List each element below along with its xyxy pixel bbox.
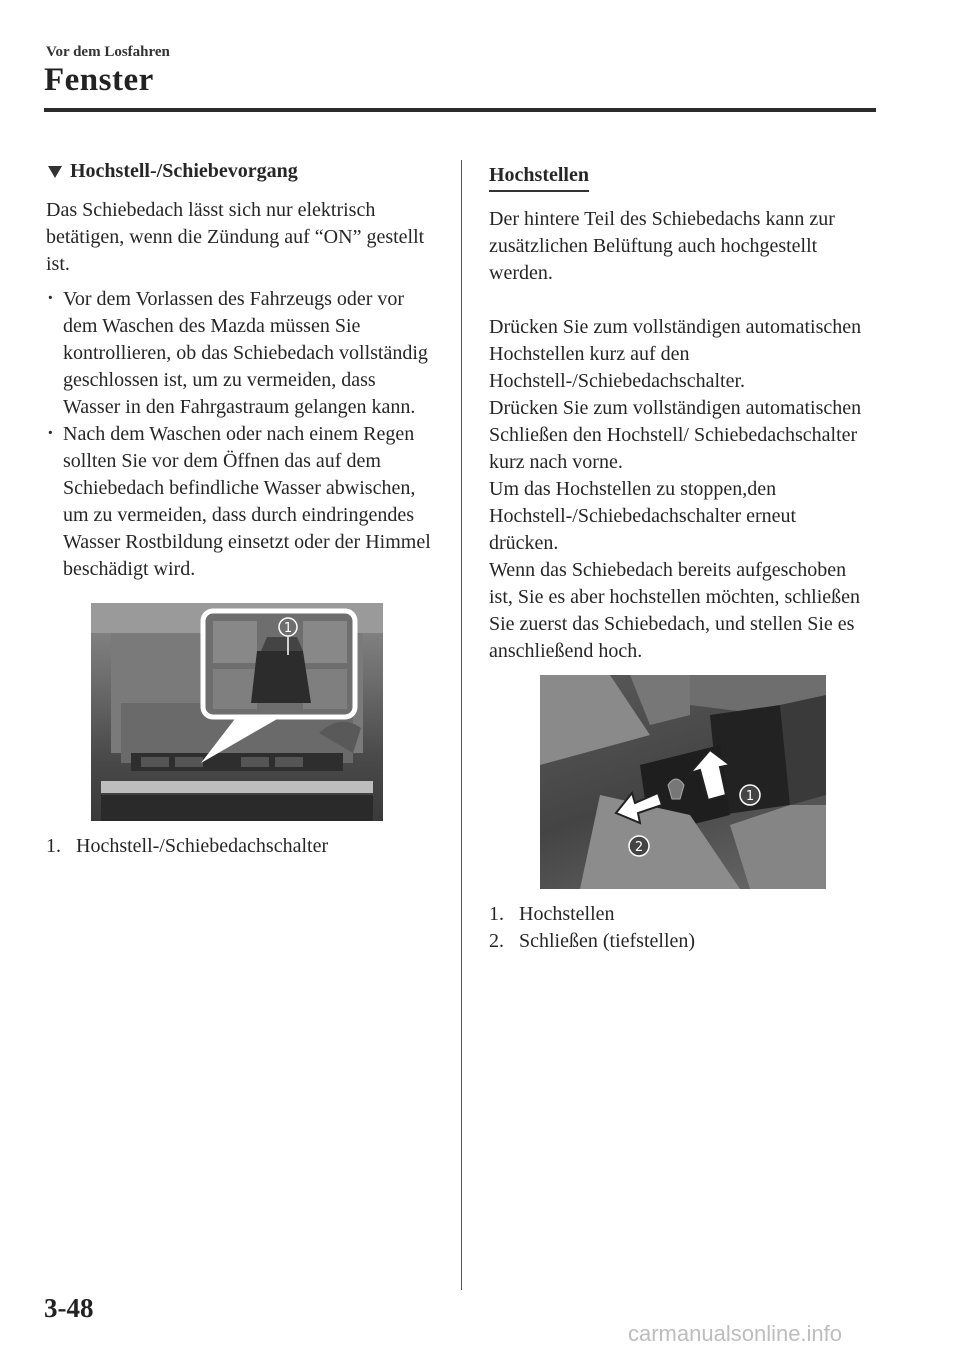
paragraph: Drücken Sie zum vollständigen automatischen Hochstellen kurz auf den Hochstell-/Schiebedachschalter. [489,316,862,392]
caption-text: Hochstellen [519,903,615,925]
paragraph: Wenn das Schiebedach bereits aufgeschoben ist, Sie es aber hochstellen möchten, schließen Sie zuerst das Schiebedach, und stellen Sie es anschließend hoch. [489,559,861,662]
caption-item [489,901,869,928]
figure-caption-list [489,901,869,955]
figure-callout-1: 1 [283,621,293,636]
caption-text: Hochstell-/Schiebedachschalter [76,835,329,857]
tilt-operation-figure [540,675,826,889]
right-column [489,158,869,955]
figure-caption-list [46,833,431,860]
intro-paragraph: Das Schiebedach lässt sich nur elektrisch betätigen, wenn die Zündung auf “ON” gestellt ist. [46,199,425,275]
paragraph: Drücken Sie zum vollständigen automatischen Schließen den Hochstell/ Schiebedachschalter kurz nach vorne. [489,397,862,473]
bullet-item: · Nach dem Waschen oder nach einem Regen sollten Sie vor dem Öffnen das auf dem Schiebedach befindliche Wasser abwischen, um zu vermeiden, dass durch eindringendes Wasser Rostbildung einsetzt oder der Himmel beschädigt wird. [46,421,431,583]
sub-heading: Hochstellen [489,162,589,192]
column-divider [461,160,462,1290]
caption-number: 2. [489,930,504,952]
sunroof-switch-figure [91,603,383,821]
paragraph: Um das Hochstellen zu stoppen,den Hochstell-/Schiebedachschalter erneut drücken. [489,478,797,554]
page-number: 3-48 [44,1293,94,1323]
watermark: carmanualsonline.info [628,1321,843,1346]
breadcrumb: Vor dem Losfahren [46,44,170,60]
section-heading [46,158,431,185]
caption-number: 1. [46,835,61,857]
caption-item [489,928,869,955]
bullet-list [46,286,431,583]
section-heading-text: Hochstell-/Schiebevorgang [70,160,298,182]
page-title: Fenster [44,62,154,98]
figure-callout-1: 1 [745,789,755,804]
caption-number: 1. [489,903,504,925]
triangle-down-icon [48,166,62,178]
figure-callout-2: 2 [634,840,644,855]
bullet-item: · Vor dem Vorlassen des Fahrzeugs oder vor dem Waschen des Mazda müssen Sie kontrollieren, ob das Schiebedach vollständig geschlossen ist, um zu vermeiden, dass Wasser in den Fahrgastraum gelangen kann. [46,286,431,421]
paragraph: Der hintere Teil des Schiebedachs kann zur zusätzlichen Belüftung auch hochgestellt werden. [489,208,835,284]
caption-text: Schließen (tiefstellen) [519,930,696,952]
left-column [46,158,431,860]
tilt-operation-illustration [540,675,826,889]
caption-item [46,833,431,860]
sunroof-switch-illustration [91,603,383,821]
title-rule [44,108,876,112]
